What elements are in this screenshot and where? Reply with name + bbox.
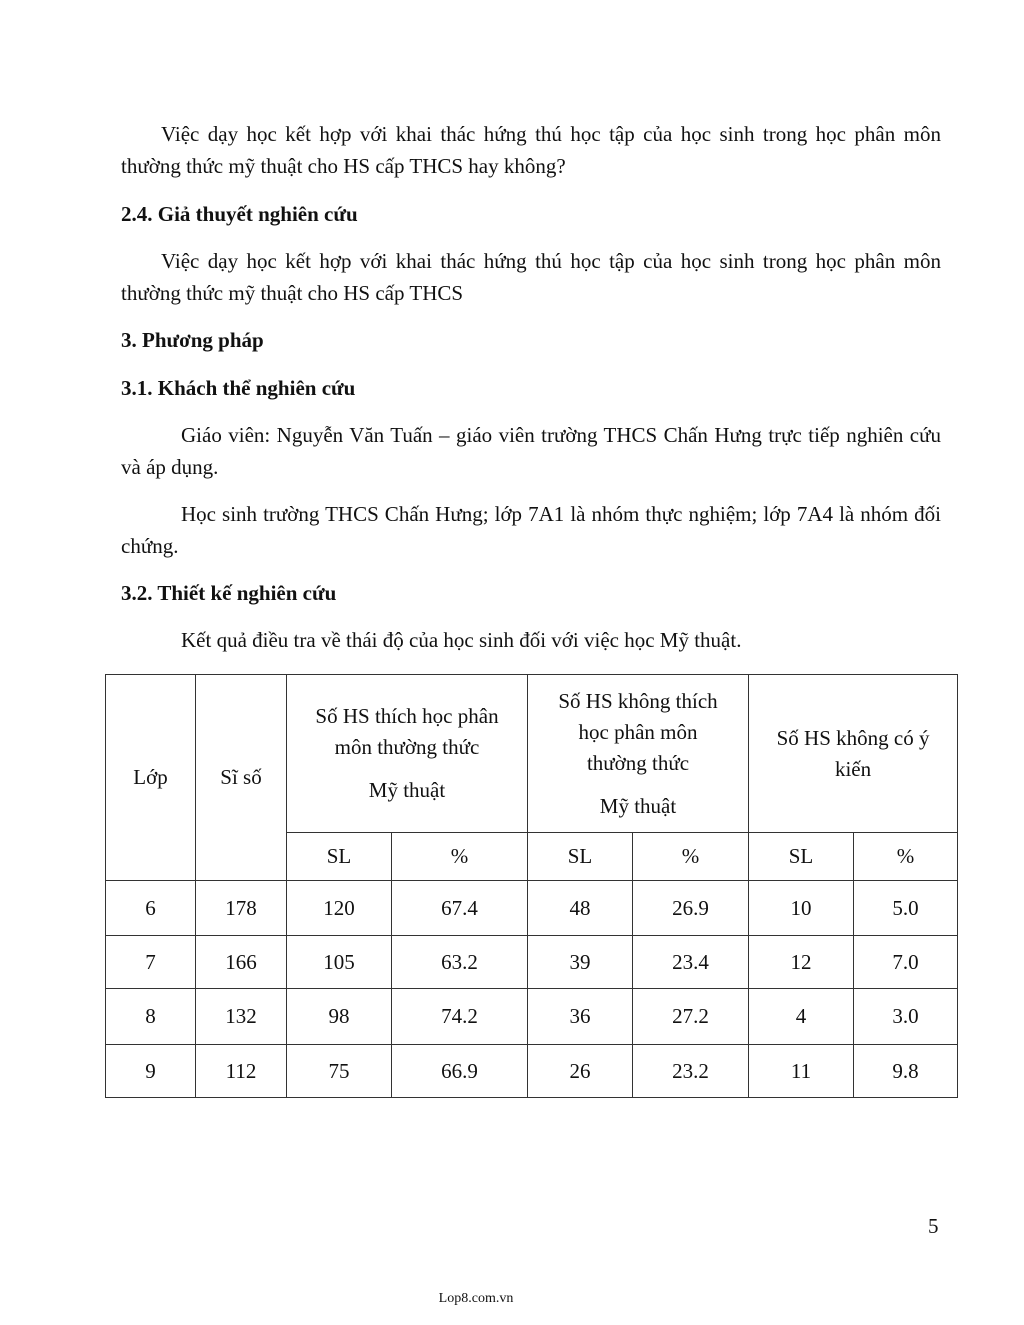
cell-lop: 8 — [106, 989, 196, 1045]
cell-none-pct: 5.0 — [854, 881, 958, 936]
page-number: 5 — [928, 1214, 939, 1238]
cell-dislike-pct: 26.9 — [633, 881, 749, 936]
cell-none-pct: 3.0 — [854, 989, 958, 1045]
cell-none-sl: 4 — [749, 989, 854, 1045]
header-dislike: Số HS không thích học phân môn thường thức Mỹ thuật — [528, 675, 749, 833]
survey-table — [105, 674, 958, 1098]
students-text: Học sinh trường THCS Chấn Hưng; lớp 7A1 là nhóm thực nghiệm; lớp 7A4 là nhóm đối chứng. — [121, 502, 941, 558]
sub-header-pct: % — [854, 833, 958, 881]
cell-lop: 7 — [106, 936, 196, 989]
heading-3: 3. Phương pháp — [121, 328, 264, 352]
heading-3-1: 3.1. Khách thể nghiên cứu — [121, 376, 356, 400]
hypothesis-text: Việc dạy học kết hợp với khai thác hứng thú học tập của học sinh trong học phân môn thường thức mỹ thuật cho HS cấp THCS — [121, 249, 941, 305]
cell-like-pct: 66.9 — [392, 1045, 528, 1098]
cell-none-pct: 9.8 — [854, 1045, 958, 1098]
table-row — [106, 881, 958, 936]
cell-dislike-pct: 23.4 — [633, 936, 749, 989]
cell-dislike-sl: 48 — [528, 881, 633, 936]
cell-lop: 9 — [106, 1045, 196, 1098]
cell-like-sl: 120 — [287, 881, 392, 936]
header-si-so: Sĩ số — [196, 675, 287, 881]
cell-lop: 6 — [106, 881, 196, 936]
cell-none-sl: 12 — [749, 936, 854, 989]
intro-question: Việc dạy học kết hợp với khai thác hứng thú học tập của học sinh trong học phân môn thường thức mỹ thuật cho HS cấp THCS hay không? — [121, 122, 941, 178]
cell-si-so: 178 — [196, 881, 287, 936]
header-no-opinion: Số HS không có ý kiến — [749, 675, 958, 833]
footer-site: Lop8.com.vn — [438, 1291, 514, 1306]
cell-like-sl: 98 — [287, 989, 392, 1045]
cell-dislike-sl: 26 — [528, 1045, 633, 1098]
header-like: Số HS thích học phân môn thường thức Mỹ thuật — [287, 675, 528, 833]
cell-dislike-sl: 36 — [528, 989, 633, 1045]
cell-si-so: 166 — [196, 936, 287, 989]
cell-like-pct: 63.2 — [392, 936, 528, 989]
table-row — [106, 1045, 958, 1098]
cell-none-sl: 10 — [749, 881, 854, 936]
header-lop: Lớp — [106, 675, 196, 881]
survey-caption: Kết quả điều tra về thái độ của học sinh đối với việc học Mỹ thuật. — [181, 628, 742, 652]
cell-dislike-pct: 27.2 — [633, 989, 749, 1045]
cell-like-pct: 74.2 — [392, 989, 528, 1045]
cell-dislike-pct: 23.2 — [633, 1045, 749, 1098]
sub-header-sl: SL — [287, 833, 392, 881]
sub-header-sl: SL — [749, 833, 854, 881]
sub-header-sl: SL — [528, 833, 633, 881]
heading-3-2: 3.2. Thiết kế nghiên cứu — [121, 581, 337, 605]
cell-dislike-sl: 39 — [528, 936, 633, 989]
cell-none-pct: 7.0 — [854, 936, 958, 989]
cell-si-so: 112 — [196, 1045, 287, 1098]
cell-like-pct: 67.4 — [392, 881, 528, 936]
cell-none-sl: 11 — [749, 1045, 854, 1098]
sub-header-pct: % — [392, 833, 528, 881]
teacher-text: Giáo viên: Nguyễn Văn Tuấn – giáo viên trường THCS Chấn Hưng trực tiếp nghiên cứu và áp dụng. — [121, 423, 941, 479]
cell-like-sl: 75 — [287, 1045, 392, 1098]
table-row — [106, 936, 958, 989]
cell-si-so: 132 — [196, 989, 287, 1045]
heading-2-4: 2.4. Giả thuyết nghiên cứu — [121, 202, 358, 226]
sub-header-pct: % — [633, 833, 749, 881]
table-row — [106, 989, 958, 1045]
cell-like-sl: 105 — [287, 936, 392, 989]
